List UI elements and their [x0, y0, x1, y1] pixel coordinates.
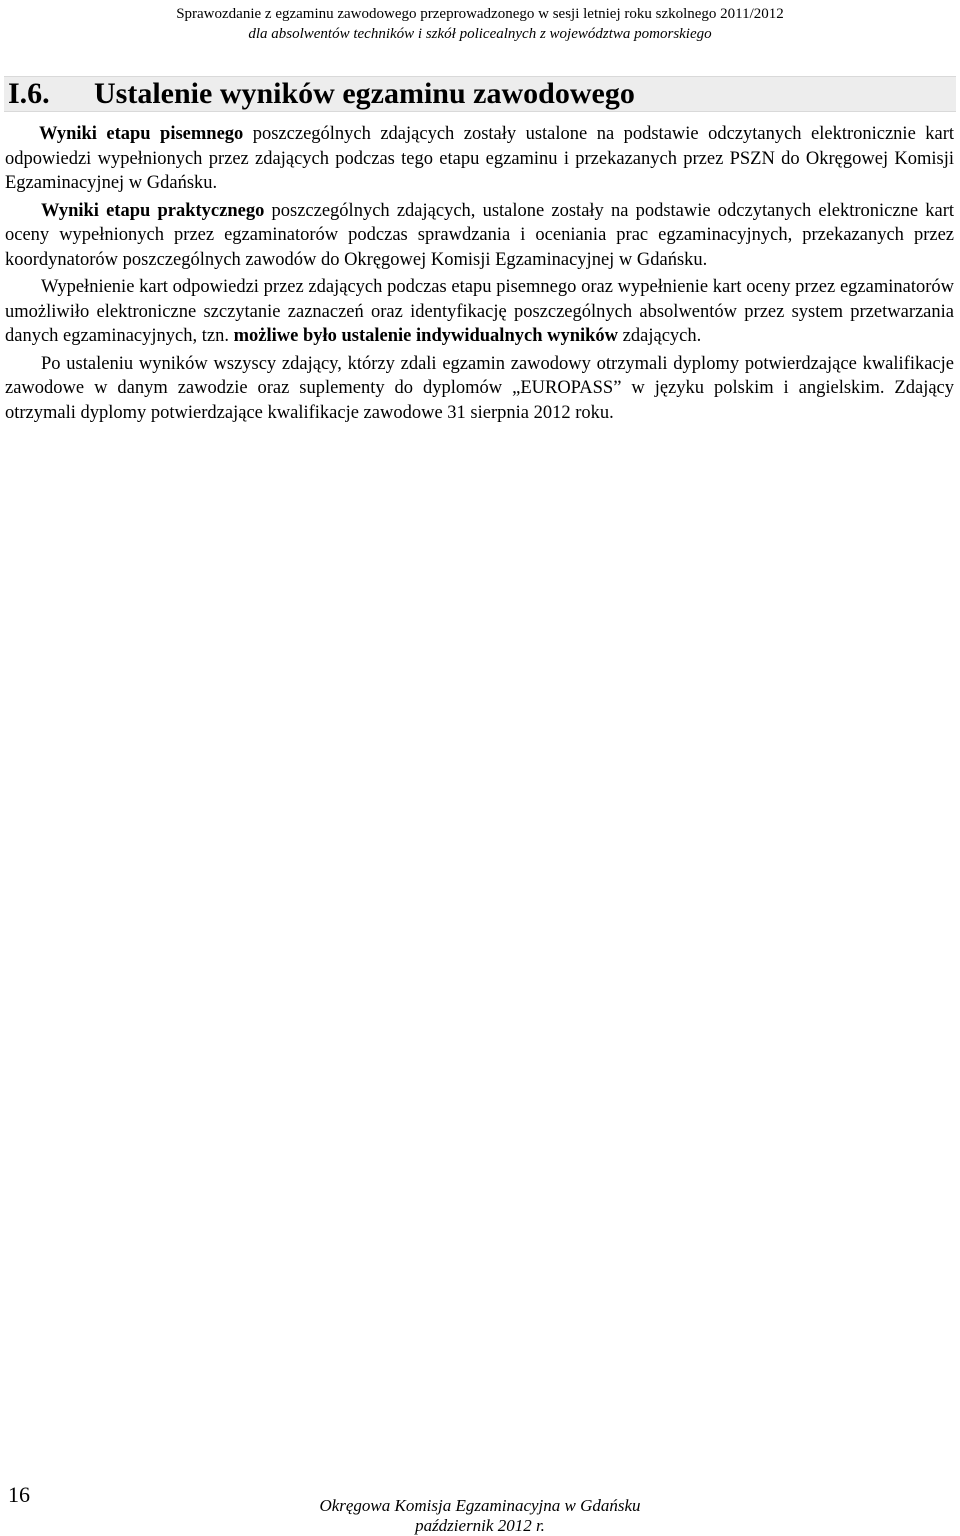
paragraph-bold-lead: Wyniki etapu pisemnego [39, 124, 244, 144]
paragraph-diplomas [5, 352, 954, 426]
paragraph-text: Wypełnienie kart odpowiedzi przez zdających podczas etapu pisemnego oraz wypełnienie kart oceny przez egzaminatorów umożliwiło elektroniczne szczytanie zaznaczeń oraz identyfikację poszczególnych absolwentów przez system przetwarzania danych egzaminacyjnych, tzn. [5, 277, 954, 346]
paragraph-text: poszczególnych zdających, ustalone zostały na podstawie odczytanych elektroniczne kart oceny wypełnionych przez egzaminatorów podczas sprawdzania i oceniania prac egzaminacyjnych, przekazanych przez koordynatorów poszczególnych zawodów do Okręgowej Komisji Egzaminacyjnej w Gdańsku. [5, 200, 955, 270]
paragraph-bold-emphasis: możliwe było ustalenie indywidualnych wyników [233, 326, 619, 346]
paragraph-text: poszczególnych zdających zostały ustalone na podstawie odczytanych elektronicznie kart odpowiedzi wypełnionych przez zdających podczas tego etapu egzaminu i przekazanych przez PSZN do Okręgowej Komisji Egzaminacyjnej w Gdańsku. [5, 124, 954, 193]
page-footer [300, 1496, 660, 1536]
header-report-subtitle: dla absolwentów techników i szkół policealnych z województwa pomorskiego [248, 26, 712, 42]
section-number: I.6. [8, 77, 50, 110]
paragraph-written-stage [5, 122, 954, 196]
footer-date: październik 2012 r. [415, 1516, 545, 1535]
section-heading [4, 76, 956, 112]
document-body [5, 122, 954, 428]
paragraph-bold-lead: Wyniki etapu praktycznego [41, 200, 265, 221]
paragraph-text: Po ustaleniu wyników wszyscy zdający, którzy zdali egzamin zawodowy otrzymali dyplomy potwierdzające kwalifikacje zawodowe w danym zawodzie oraz suplementy do dyplomów „EUROPASS” w języku polskim i angielskim. Zdający otrzymali dyplomy potwierdzające kwalifikacje zawodowe 31 sierpnia 2012 roku. [5, 353, 954, 423]
header-report-title: Sprawozdanie z egzaminu zawodowego przeprowadzonego w sesji letniej roku szkolnego 2011/2012 [176, 6, 784, 22]
page-header [0, 4, 960, 44]
paragraph-practical-stage [5, 199, 954, 273]
footer-institution: Okręgowa Komisja Egzaminacyjna w Gdańsku [319, 1496, 641, 1515]
paragraph-data-processing [5, 275, 954, 349]
section-title: Ustalenie wyników egzaminu zawodowego [94, 77, 635, 110]
paragraph-text: zdających. [618, 326, 702, 346]
page-number: 16 [8, 1482, 30, 1507]
